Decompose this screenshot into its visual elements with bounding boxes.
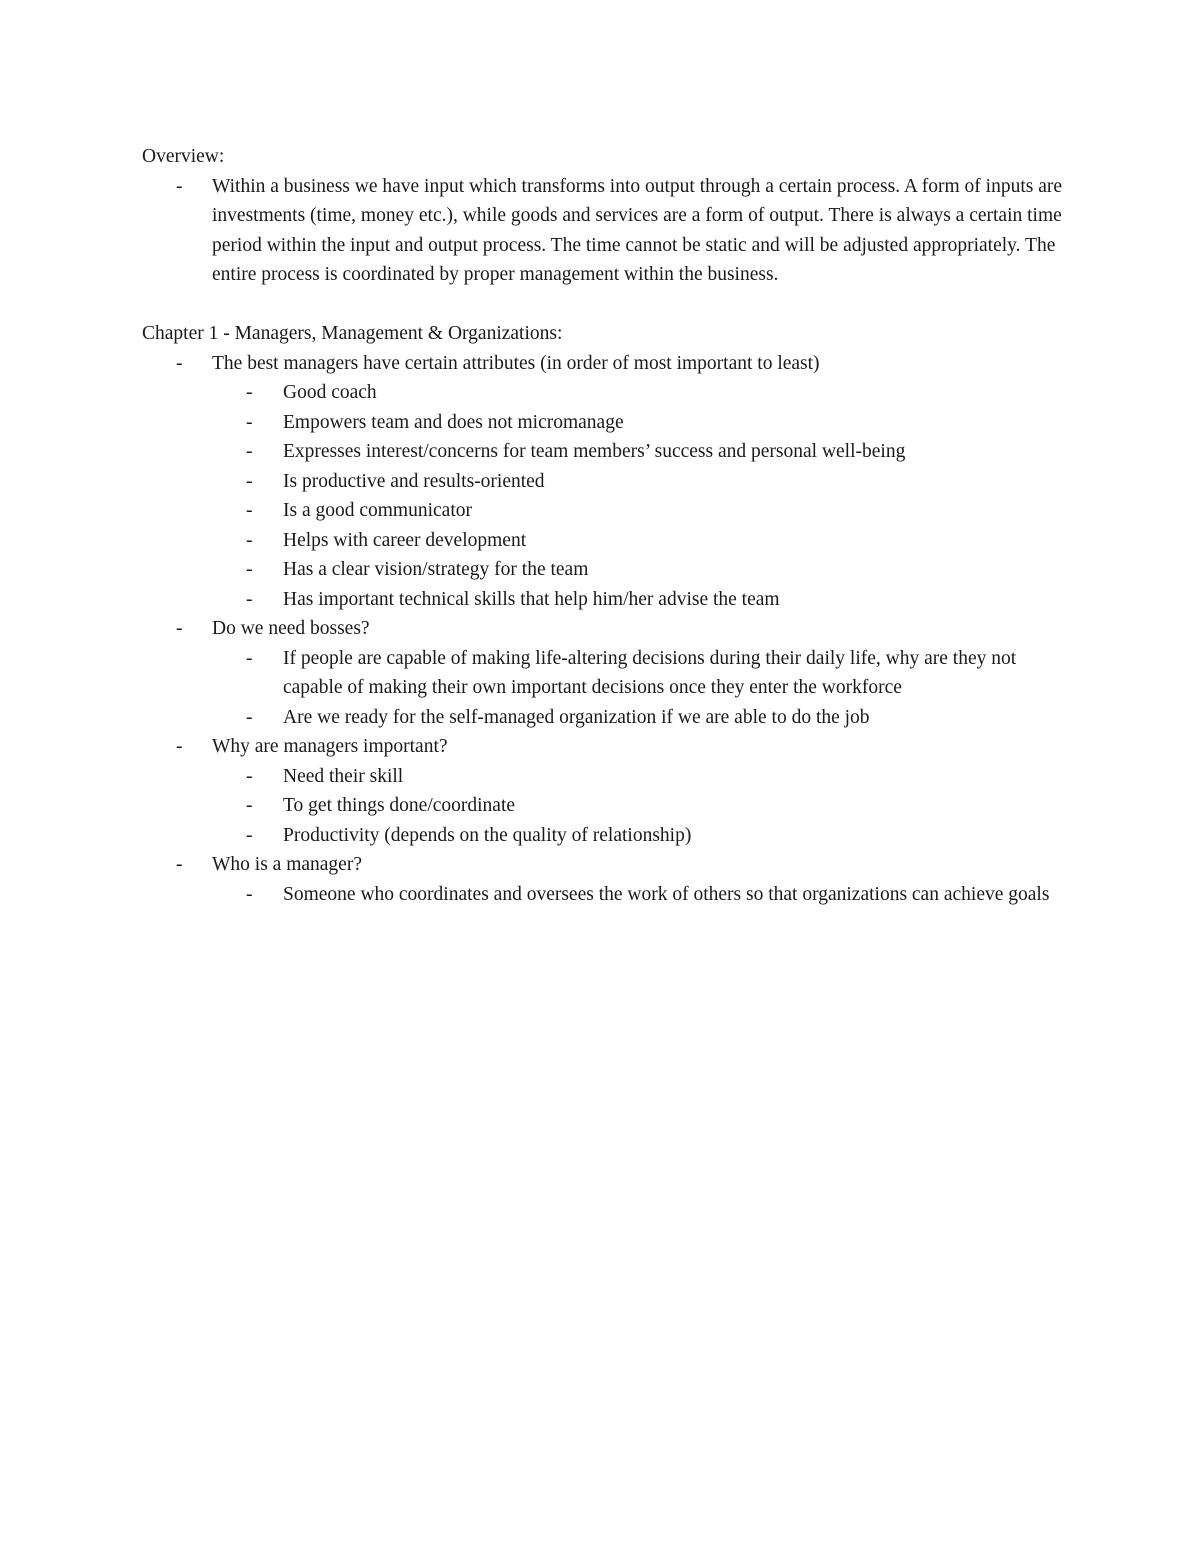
chapter-list xyxy=(142,349,1072,910)
item-text: Helps with career development xyxy=(283,529,527,551)
dash-bullet: - xyxy=(246,795,253,816)
dash-bullet: - xyxy=(246,588,253,610)
dash-bullet: - xyxy=(246,411,253,433)
list-item xyxy=(212,703,1072,733)
item-text: Empowers team and does not micromanage xyxy=(283,411,624,433)
item-text: Good coach xyxy=(283,382,377,403)
list-item xyxy=(212,408,1072,438)
list-item xyxy=(212,762,1072,792)
list-item xyxy=(142,172,1072,290)
list-item xyxy=(212,644,1072,703)
list-item xyxy=(212,821,1072,851)
dash-bullet: - xyxy=(246,706,253,728)
item-text: Has important technical skills that help him/her advise the team xyxy=(283,588,780,610)
dash-bullet: - xyxy=(246,765,253,787)
item-text: Need their skill xyxy=(283,765,404,787)
dash-bullet: - xyxy=(246,470,253,492)
dash-bullet: - xyxy=(246,559,253,580)
item-text: Someone who coordinates and oversees the work of others so that organizations can achieve goals xyxy=(283,883,1050,905)
spacer xyxy=(142,290,1072,320)
dash-bullet: - xyxy=(246,500,253,521)
item-text: Expresses interest/concerns for team members’ success and personal well-being xyxy=(283,441,906,462)
dash-bullet: - xyxy=(176,854,183,875)
item-text: Productivity (depends on the quality of relationship) xyxy=(283,824,692,846)
sub-list xyxy=(212,644,1072,733)
sub-list xyxy=(212,880,1072,910)
list-item xyxy=(142,614,1072,732)
dash-bullet: - xyxy=(176,175,183,197)
section-text: Do we need bosses? xyxy=(212,618,370,639)
dash-bullet: - xyxy=(246,529,253,551)
item-text: To get things done/coordinate xyxy=(283,795,516,816)
sub-list xyxy=(212,378,1072,614)
section-text: Who is a manager? xyxy=(212,854,362,875)
list-item xyxy=(142,850,1072,909)
list-item xyxy=(212,555,1072,585)
dash-bullet: - xyxy=(246,647,253,669)
dash-bullet: - xyxy=(246,824,253,846)
dash-bullet: - xyxy=(176,736,183,757)
list-item xyxy=(212,467,1072,497)
list-item xyxy=(212,880,1072,910)
item-text: Has a clear vision/strategy for the team xyxy=(283,559,589,580)
list-item xyxy=(212,526,1072,556)
list-item xyxy=(212,378,1072,408)
overview-text: Within a business we have input which transforms into output through a certain process. A form of inputs are investments (time, money etc.), while goods and services are a form of output. There is always a certain time period within the input and output process. The time cannot be static and will be adjusted appropriately. The entire process is coordinated by proper management within the business. xyxy=(212,175,1063,285)
dash-bullet: - xyxy=(246,382,253,403)
overview-heading: Overview: xyxy=(142,146,225,167)
item-text: Is a good communicator xyxy=(283,500,472,521)
item-text: If people are capable of making life-altering decisions during their daily life, why are they not capable of making their own important decisions once they enter the workforce xyxy=(283,647,1017,698)
dash-bullet: - xyxy=(176,352,183,374)
section-text: The best managers have certain attributes (in order of most important to least) xyxy=(212,352,820,374)
list-item xyxy=(212,585,1072,615)
list-item xyxy=(212,496,1072,526)
section-text: Why are managers important? xyxy=(212,736,448,757)
list-item xyxy=(142,349,1072,615)
chapter-heading: Chapter 1 - Managers, Management & Organizations: xyxy=(142,323,563,344)
item-text: Are we ready for the self-managed organization if we are able to do the job xyxy=(283,706,870,728)
dash-bullet: - xyxy=(246,883,253,905)
dash-bullet: - xyxy=(246,441,253,462)
list-item xyxy=(212,437,1072,467)
list-item xyxy=(142,732,1072,850)
overview-list xyxy=(142,172,1072,290)
sub-list xyxy=(212,762,1072,851)
dash-bullet: - xyxy=(176,618,183,639)
document-page xyxy=(142,142,1072,909)
list-item xyxy=(212,791,1072,821)
item-text: Is productive and results-oriented xyxy=(283,470,545,492)
